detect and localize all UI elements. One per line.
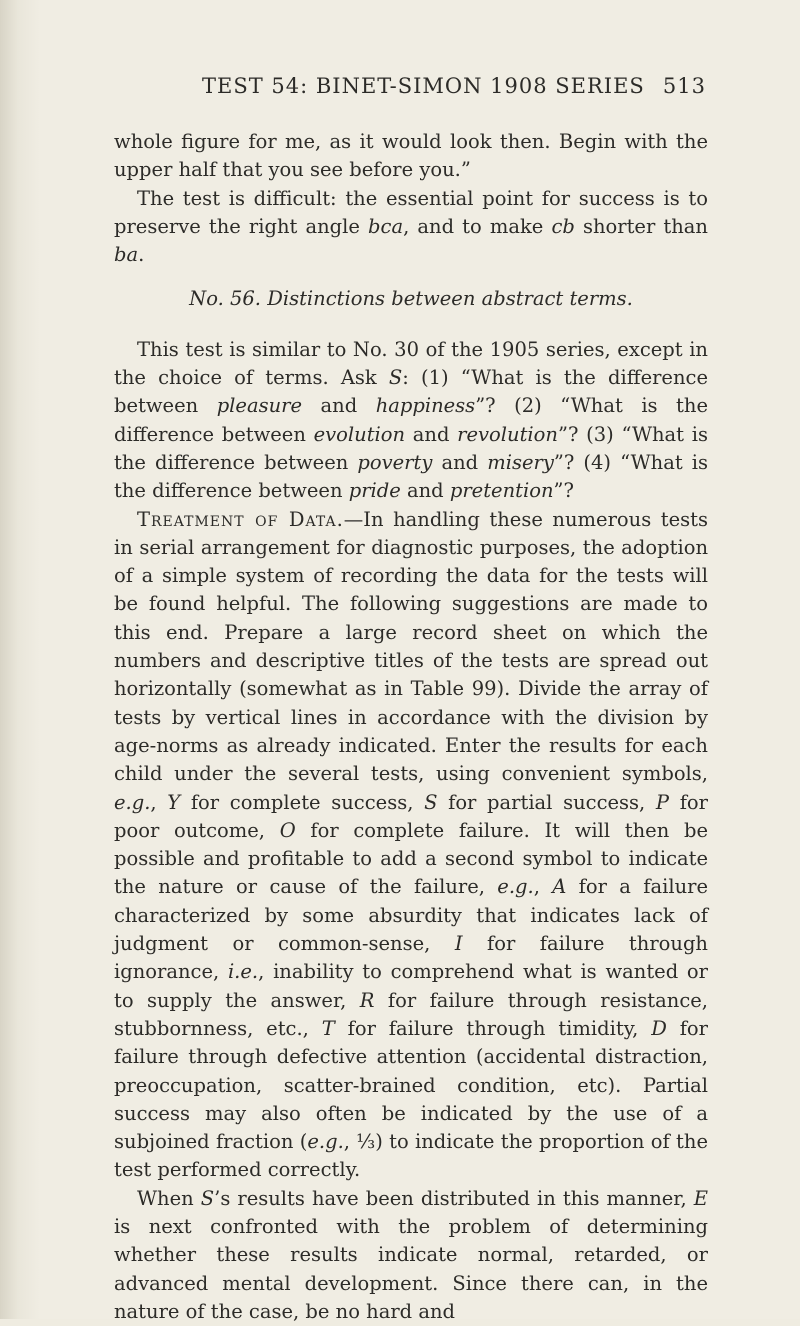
page-number: 513 [662,74,706,98]
page-body [114,128,708,1326]
paragraph-abstract-terms: This test is similar to No. 30 of the 1905 series, except in the choice of terms. Ask S: (1) “What is the difference between pleasure and happiness”? (2) “What is the difference between evolution and revolution”? (3) “What is the difference between poverty and misery”? (4) “What is the difference between pride and pretention”? [114,337,708,503]
paragraph-continuation: whole figure for me, as it would look then. Begin with the upper half that you see before you.” [114,130,708,182]
section-heading: No. 56. Distinctions between abstract terms. [189,287,633,311]
paragraph-results: When S’s results have been distributed in this manner, E is next confronted with the problem of determining whether these results indicate normal, retarded, or advanced mental development. Since there can, in the nature of the case, be no hard and [114,1186,708,1323]
paragraph-difficulty: The test is difficult: the essential point for success is to preserve the right angle bca, and to make cb shorter than ba. [114,186,708,267]
running-header [114,74,706,104]
paragraph-treatment-of-data: Treatment of Data.—In handling these numerous tests in serial arrangement for diagnostic purposes, the adoption of a simple system of recording the data for the tests will be found helpful. The following suggestions are made to this end. Prepare a large record sheet on which the numbers and descriptive titles of the tests are spread out horizontally (somewhat as in Table 99). Divide the array of tests by vertical lines in accordance with the division by age-norms as already indicated. Enter the results for each child under the several tests, using convenient symbols, e.g., Y for complete success, S for partial success, P for poor outcome, O for complete failure. It will then be possible and profitable to add a second symbol to indicate the nature or cause of the failure, e.g., A for a failure characterized by some absurdity that indicates lack of judgment or common-sense, I for failure through ignorance, i.e., inability to comprehend what is wanted or to supply the answer, R for failure through resistance, stubbornness, etc., T for failure through timidity, D for failure through defective attention (accidental distraction, preoccupation, scatter-brained condition, etc). Partial success may also often be indicated by the use of a subjoined fraction (e.g., ⅓) to indicate the proportion of the test performed correctly. [114,507,708,1182]
subsection-heading: Treatment of Data. [137,507,344,531]
running-title: TEST 54: BINET-SIMON 1908 SERIES [202,74,645,98]
